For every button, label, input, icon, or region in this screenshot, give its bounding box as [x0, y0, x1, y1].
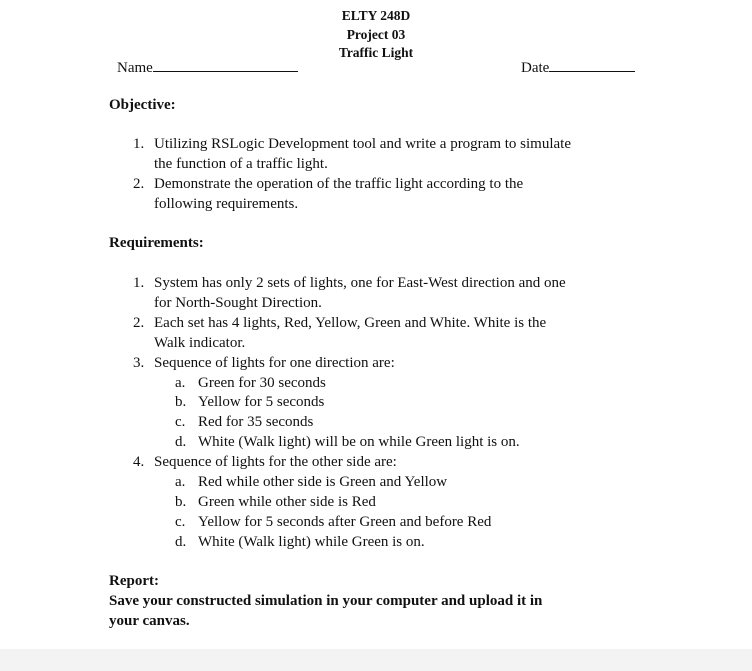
requirement-3-sub-d-text: White (Walk light) will be on while Green light is on.	[198, 434, 520, 450]
requirement-4-sub-c-letter: c.	[175, 514, 186, 530]
objective-item-2-line-2: following requirements.	[154, 196, 299, 212]
requirement-1-line-2: for North-Sought Direction.	[154, 295, 322, 311]
requirement-2-line-2: Walk indicator.	[154, 335, 246, 351]
requirement-1-number: 1.	[133, 275, 145, 291]
name-blank-line	[153, 58, 298, 72]
requirement-4-line-1: Sequence of lights for the other side are:	[154, 454, 397, 470]
objective-item-1-line-1: Utilizing RSLogic Development tool and write a program to simulate	[154, 136, 571, 152]
requirement-3-sub-c-text: Red for 35 seconds	[198, 414, 314, 430]
objective-item-1-line-2: the function of a traffic light.	[154, 156, 328, 172]
requirement-3-sub-a-letter: a.	[175, 375, 186, 391]
date-field	[521, 58, 635, 78]
requirement-4-sub-d-letter: d.	[175, 534, 187, 550]
course-code: ELTY 248D	[341, 8, 411, 23]
requirement-3-sub-d-letter: d.	[175, 434, 187, 450]
report-line-1: Save your constructed simulation in your computer and upload it in	[109, 593, 543, 609]
objective-item-1-number: 1.	[133, 136, 145, 152]
date-label: Date	[521, 60, 550, 76]
report-heading: Report:	[109, 573, 159, 589]
objective-item-2-number: 2.	[133, 176, 145, 192]
requirement-4-sub-d-text: White (Walk light) while Green is on.	[198, 534, 425, 550]
name-label: Name	[117, 60, 153, 76]
requirement-4-sub-a-letter: a.	[175, 474, 186, 490]
page-bottom-edge	[0, 649, 752, 671]
requirement-4-number: 4.	[133, 454, 145, 470]
requirement-4-sub-b-letter: b.	[175, 494, 187, 510]
requirement-1-line-1: System has only 2 sets of lights, one for East-West direction and one	[154, 275, 566, 291]
project-title: Traffic Light	[338, 45, 414, 60]
requirement-2-number: 2.	[133, 315, 145, 331]
requirement-3-sub-a-text: Green for 30 seconds	[198, 375, 326, 391]
objective-item-2-line-1: Demonstrate the operation of the traffic light according to the	[154, 176, 524, 192]
requirement-4-sub-c-text: Yellow for 5 seconds after Green and before Red	[198, 514, 492, 530]
requirement-2-line-1: Each set has 4 lights, Red, Yellow, Green and White. White is the	[154, 315, 547, 331]
date-blank-line	[549, 58, 635, 72]
objective-heading: Objective:	[109, 97, 176, 113]
name-field	[117, 58, 298, 78]
requirements-heading: Requirements:	[109, 235, 204, 251]
document-header	[0, 7, 752, 63]
report-line-2: your canvas.	[109, 613, 190, 629]
project-number: Project 03	[346, 26, 406, 42]
requirement-4-sub-a-text: Red while other side is Green and Yellow	[198, 474, 448, 490]
requirement-3-number: 3.	[133, 355, 145, 371]
requirement-4-sub-b-text: Green while other side is Red	[198, 494, 376, 510]
requirement-3-sub-c-letter: c.	[175, 414, 186, 430]
requirement-3-line-1: Sequence of lights for one direction are:	[154, 355, 395, 371]
requirement-3-sub-b-letter: b.	[175, 394, 187, 410]
requirement-3-sub-b-text: Yellow for 5 seconds	[198, 394, 325, 410]
